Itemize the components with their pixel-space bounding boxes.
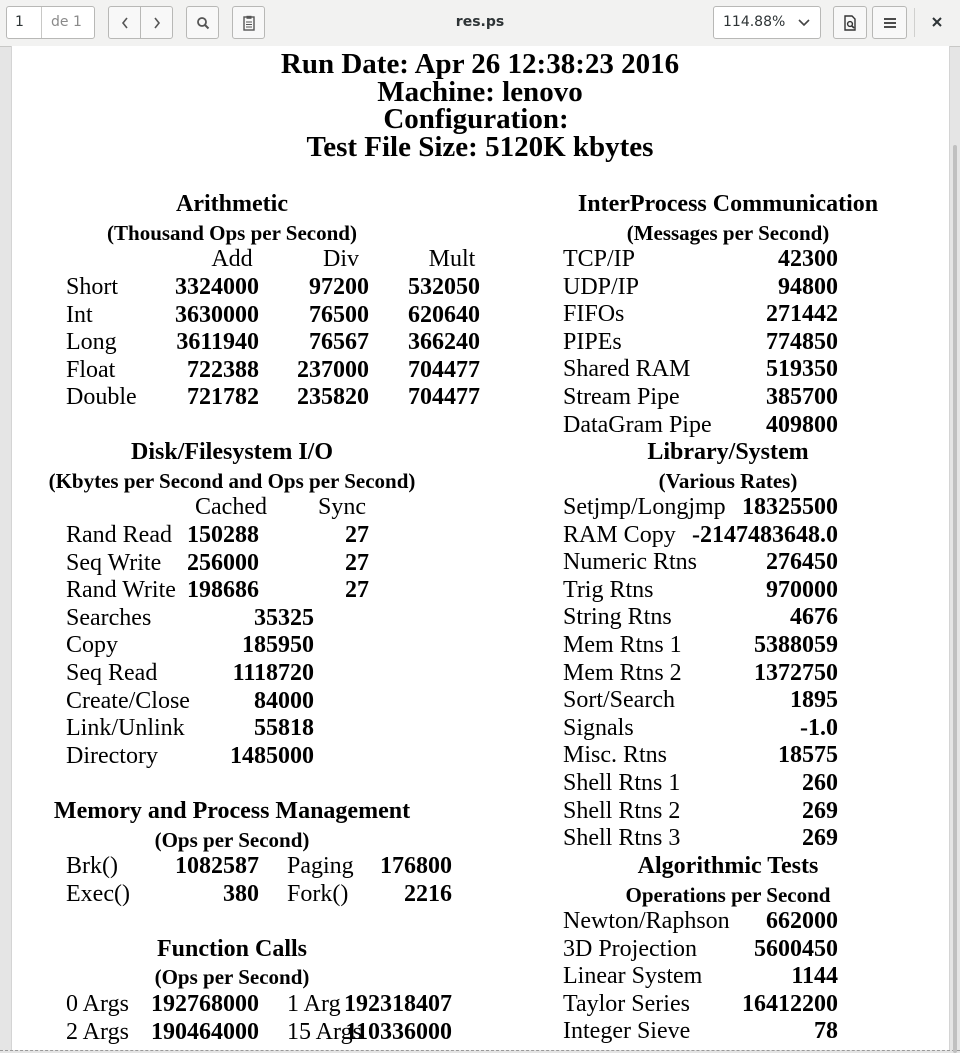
- memory-process-subtitle: (Ops per Second): [154, 828, 310, 852]
- table-row-label: PIPEs: [563, 328, 622, 355]
- table-cell: 2216: [404, 880, 452, 907]
- zoom-select[interactable]: [713, 6, 821, 39]
- table-row-label: Exec(): [66, 880, 130, 907]
- chevron-down-icon: [798, 19, 810, 27]
- table-row-label: FIFOs: [563, 301, 625, 328]
- disk-io-title: Disk/Filesystem I/O: [131, 439, 333, 465]
- table-cell: -2147483648.0: [692, 521, 838, 548]
- table-row-label: TCP/IP: [563, 246, 636, 272]
- table-row-label: Fork(): [287, 880, 349, 907]
- table-cell: 269: [802, 797, 838, 824]
- table-cell: 4676: [790, 604, 838, 631]
- table-row-label: 2 Args: [66, 1018, 129, 1045]
- table-cell: 3324000: [175, 274, 259, 300]
- table-row-label: Linear System: [563, 963, 703, 990]
- table-cell: 269: [802, 825, 838, 852]
- table-row-label: Rand Read: [66, 522, 172, 548]
- table-row-label: Setjmp/Longjmp: [563, 494, 726, 520]
- table-row-label: Mem Rtns 1: [563, 632, 682, 658]
- table-row-label: Copy: [66, 632, 119, 659]
- function-calls-title: Function Calls: [156, 936, 308, 962]
- table-cell: 42300: [778, 246, 838, 272]
- table-cell: 150288: [187, 522, 259, 548]
- table-cell: 722388: [187, 356, 259, 383]
- table-row-label: Directory: [66, 742, 158, 769]
- table-cell: 192318407: [344, 991, 452, 1017]
- table-row-label: Link/Unlink: [66, 715, 185, 742]
- table-cell: 35325: [254, 604, 314, 631]
- arithmetic-title: Arithmetic: [176, 191, 288, 217]
- table-row-label: DataGram Pipe: [563, 411, 712, 438]
- table-cell: 110336000: [345, 1018, 452, 1045]
- table-row-label: String Rtns: [563, 604, 672, 631]
- disk-io-subtitle: (Kbytes per Second and Ops per Second): [48, 469, 416, 493]
- configuration: Configuration:: [383, 103, 569, 135]
- memory-process-title: Memory and Process Management: [53, 798, 411, 824]
- table-row-label: Mem Rtns 2: [563, 659, 682, 686]
- table-cell: 97200: [309, 274, 369, 300]
- table-row-label: 0 Args: [66, 991, 129, 1017]
- table-cell: 16412200: [742, 990, 838, 1017]
- table-cell: 1485000: [230, 742, 314, 769]
- algorithmic-tests-title: Algorithmic Tests: [637, 853, 819, 879]
- column-header-cached: Cached: [195, 494, 267, 520]
- table-cell: 55818: [254, 715, 314, 742]
- table-cell: 185950: [242, 632, 314, 659]
- function-calls-subtitle: (Ops per Second): [154, 965, 310, 989]
- table-cell: 84000: [254, 687, 314, 714]
- table-row-label: Short: [66, 274, 119, 300]
- save-button[interactable]: [833, 6, 867, 39]
- table-cell: 256000: [187, 549, 259, 576]
- table-row-label: Sort/Search: [563, 687, 675, 714]
- table-row-label: Double: [66, 384, 137, 411]
- table-cell: 1144: [791, 963, 838, 990]
- table-cell: 1082587: [175, 853, 259, 879]
- test-file-size: Test File Size: 5120K kbytes: [306, 131, 654, 163]
- table-cell: 94800: [778, 273, 838, 300]
- table-cell: 662000: [766, 908, 838, 934]
- table-cell: 366240: [408, 329, 480, 356]
- table-cell: 5600450: [754, 935, 838, 962]
- machine-name: Machine: lenovo: [377, 76, 583, 108]
- table-cell: 704477: [408, 384, 480, 411]
- table-cell: 380: [223, 880, 259, 907]
- library-system-title: Library/System: [647, 439, 809, 465]
- zoom-value: 114.88%: [723, 14, 786, 30]
- table-cell: 1895: [790, 687, 838, 714]
- table-cell: 532050: [408, 274, 480, 300]
- table-row-label: Seq Write: [66, 549, 162, 576]
- document-save-icon: [843, 15, 857, 31]
- table-row-label: Float: [66, 356, 116, 383]
- close-icon: [932, 17, 942, 27]
- run-date: Run Date: Apr 26 12:38:23 2016: [280, 48, 680, 80]
- table-cell: 27: [345, 549, 369, 576]
- table-cell: 1372750: [754, 659, 838, 686]
- table-row-label: 3D Projection: [563, 935, 697, 962]
- table-cell: 276450: [766, 549, 838, 576]
- toolbar-separator: [914, 8, 915, 37]
- table-row-label: Taylor Series: [563, 990, 690, 1017]
- table-cell: 519350: [766, 356, 838, 383]
- table-row-label: Brk(): [66, 853, 118, 879]
- table-row-label: Shell Rtns 3: [563, 825, 681, 852]
- table-row-label: Numeric Rtns: [563, 549, 697, 576]
- menu-button[interactable]: [872, 6, 907, 39]
- table-cell: 190464000: [151, 1018, 259, 1045]
- table-row-label: Searches: [66, 604, 152, 631]
- table-cell: 192768000: [151, 991, 259, 1017]
- table-row-label: Int: [66, 301, 93, 328]
- table-cell: 970000: [766, 576, 838, 603]
- column-header-add: Add: [211, 246, 253, 272]
- scrollbar[interactable]: [953, 145, 957, 1053]
- table-cell: 176800: [380, 853, 452, 879]
- table-cell: 620640: [408, 301, 480, 328]
- table-row-label: Create/Close: [66, 687, 190, 714]
- column-header-sync: Sync: [318, 494, 366, 520]
- document-title: res.ps: [455, 14, 505, 30]
- table-row-label: Rand Write: [66, 577, 176, 604]
- table-cell: 704477: [408, 356, 480, 383]
- table-row-label: Long: [66, 329, 117, 356]
- table-cell: 27: [345, 522, 369, 548]
- table-cell: 1118720: [232, 660, 314, 686]
- table-cell: -1.0: [800, 714, 838, 741]
- ipc-title: InterProcess Communication: [577, 191, 879, 217]
- table-cell: 3630000: [175, 301, 259, 328]
- table-row-label: Shared RAM: [563, 356, 691, 383]
- table-cell: 76567: [309, 329, 369, 356]
- hamburger-menu-icon: [883, 17, 897, 29]
- table-cell: 198686: [187, 577, 259, 604]
- column-header-mult: Mult: [428, 246, 476, 272]
- algorithmic-tests-subtitle: Operations per Second: [625, 883, 831, 907]
- table-row-label: 15 Args: [287, 1018, 362, 1045]
- table-cell: 78: [814, 1018, 838, 1045]
- table-row-label: Newton/Raphson: [563, 908, 730, 934]
- table-cell: 235820: [297, 384, 369, 411]
- table-cell: 409800: [766, 411, 838, 438]
- table-cell: 5388059: [754, 632, 838, 658]
- table-row-label: Stream Pipe: [563, 384, 680, 410]
- table-row-label: RAM Copy: [563, 521, 676, 548]
- arithmetic-subtitle: (Thousand Ops per Second): [107, 221, 357, 245]
- table-cell: 18575: [778, 742, 838, 769]
- table-row-label: Paging: [287, 853, 354, 879]
- table-row-label: Integer Sieve: [563, 1018, 691, 1045]
- table-row-label: 1 Arg: [287, 991, 341, 1017]
- table-cell: 260: [802, 770, 838, 796]
- library-system-subtitle: (Various Rates): [658, 469, 798, 493]
- table-cell: 385700: [766, 384, 838, 410]
- page-number-input[interactable]: 1: [7, 7, 42, 38]
- table-row-label: UDP/IP: [563, 273, 640, 300]
- page-count-label: de 1: [51, 14, 82, 30]
- table-cell: 237000: [297, 356, 369, 383]
- toolbar: [0, 0, 960, 47]
- table-row-label: Signals: [563, 714, 634, 741]
- table-row-label: Trig Rtns: [563, 576, 654, 603]
- column-header-div: Div: [323, 246, 359, 272]
- table-row-label: Misc. Rtns: [563, 742, 668, 769]
- table-cell: 774850: [766, 328, 838, 355]
- close-button[interactable]: [925, 10, 949, 34]
- table-cell: 27: [345, 577, 369, 604]
- table-cell: 18325500: [742, 494, 838, 520]
- table-row-label: Shell Rtns 2: [563, 797, 681, 824]
- table-cell: 76500: [309, 301, 369, 328]
- table-row-label: Shell Rtns 1: [563, 770, 681, 796]
- table-cell: 271442: [766, 301, 838, 328]
- table-row-label: Seq Read: [66, 660, 158, 686]
- table-cell: 3611940: [176, 329, 259, 356]
- table-cell: 721782: [187, 384, 259, 411]
- ipc-subtitle: (Messages per Second): [626, 221, 830, 245]
